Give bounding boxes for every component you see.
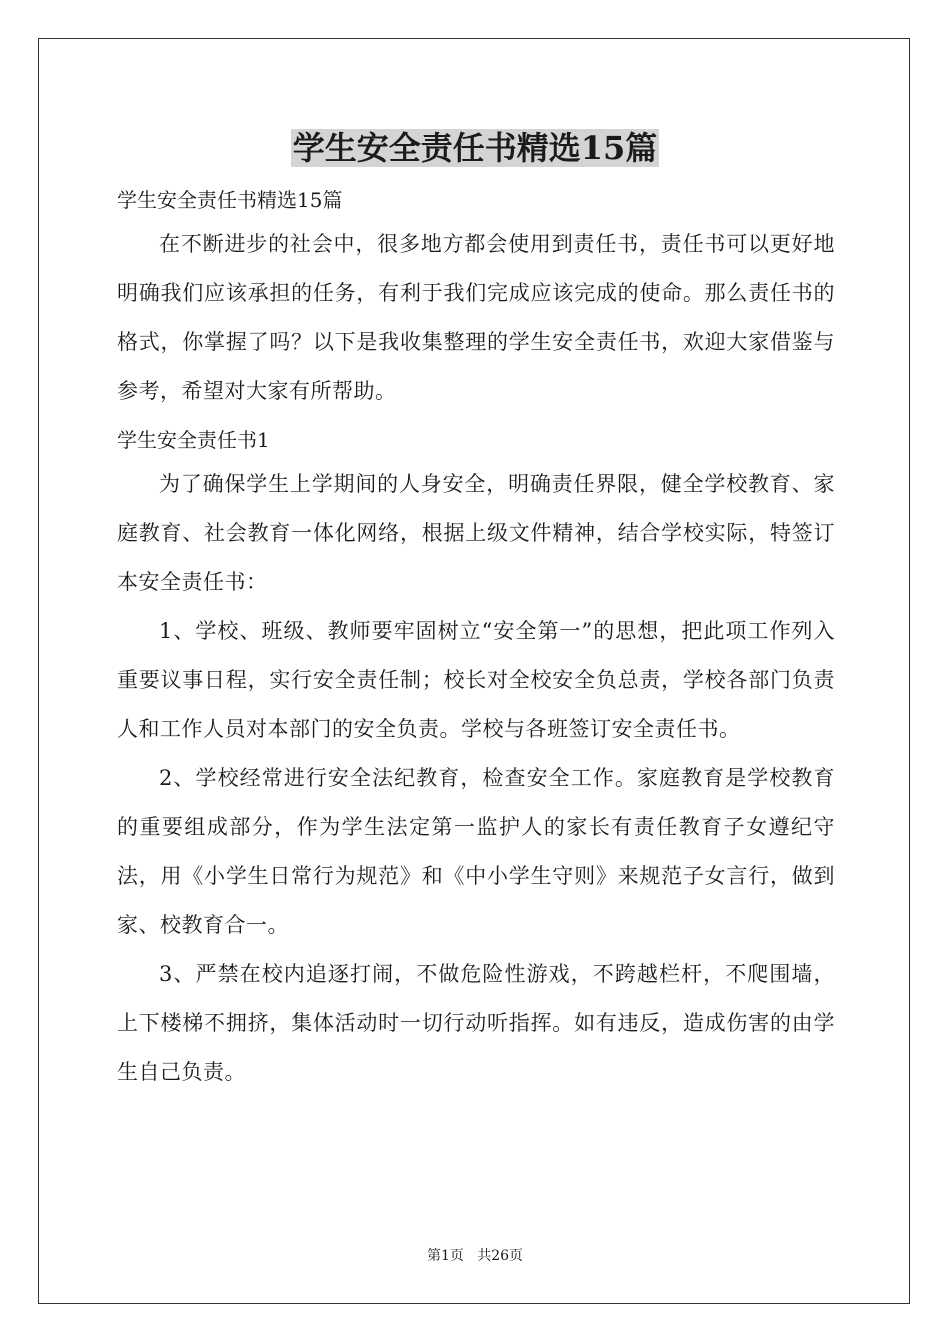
section-heading: 学生安全责任书1 <box>117 428 270 452</box>
page-footer: 第1页 共26页 <box>426 1248 524 1264</box>
document-subtitle: 学生安全责任书精选15篇 <box>117 188 343 212</box>
document-title <box>0 126 950 170</box>
document-body <box>117 180 835 1097</box>
body-paragraph-2: 1、学校、班级、教师要牢固树立“安全第一”的思想，把此项工作列入重要议事日程，实行安全责任制；校长对全校安全负总责，学校各部门负责人和工作人员对本部门的安全负责。学校与各班签订安全责任书。 <box>117 619 835 741</box>
intro-paragraph: 在不断进步的社会中，很多地方都会使用到责任书，责任书可以更好地明确我们应该承担的任务，有利于我们完成应该完成的使命。那么责任书的格式，你掌握了吗？以下是我收集整理的学生安全责任书，欢迎大家借鉴与参考，希望对大家有所帮助。 <box>117 232 835 403</box>
body-paragraph-3: 2、学校经常进行安全法纪教育，检查安全工作。家庭教育是学校教育的重要组成部分，作为学生法定第一监护人的家长有责任教育子女遵纪守法，用《小学生日常行为规范》和《中小学生守则》来规范子女言行，做到家、校教育合一。 <box>117 766 835 937</box>
body-paragraph-4: 3、严禁在校内追逐打闹，不做危险性游戏，不跨越栏杆，不爬围墙，上下楼梯不拥挤，集体活动时一切行动听指挥。如有违反，造成伤害的由学生自己负责。 <box>117 962 835 1084</box>
document-title-text: 学生安全责任书精选15篇 <box>292 129 658 167</box>
body-paragraph-1: 为了确保学生上学期间的人身安全，明确责任界限，健全学校教育、家庭教育、社会教育一体化网络，根据上级文件精神，结合学校实际，特签订本安全责任书： <box>117 472 835 594</box>
